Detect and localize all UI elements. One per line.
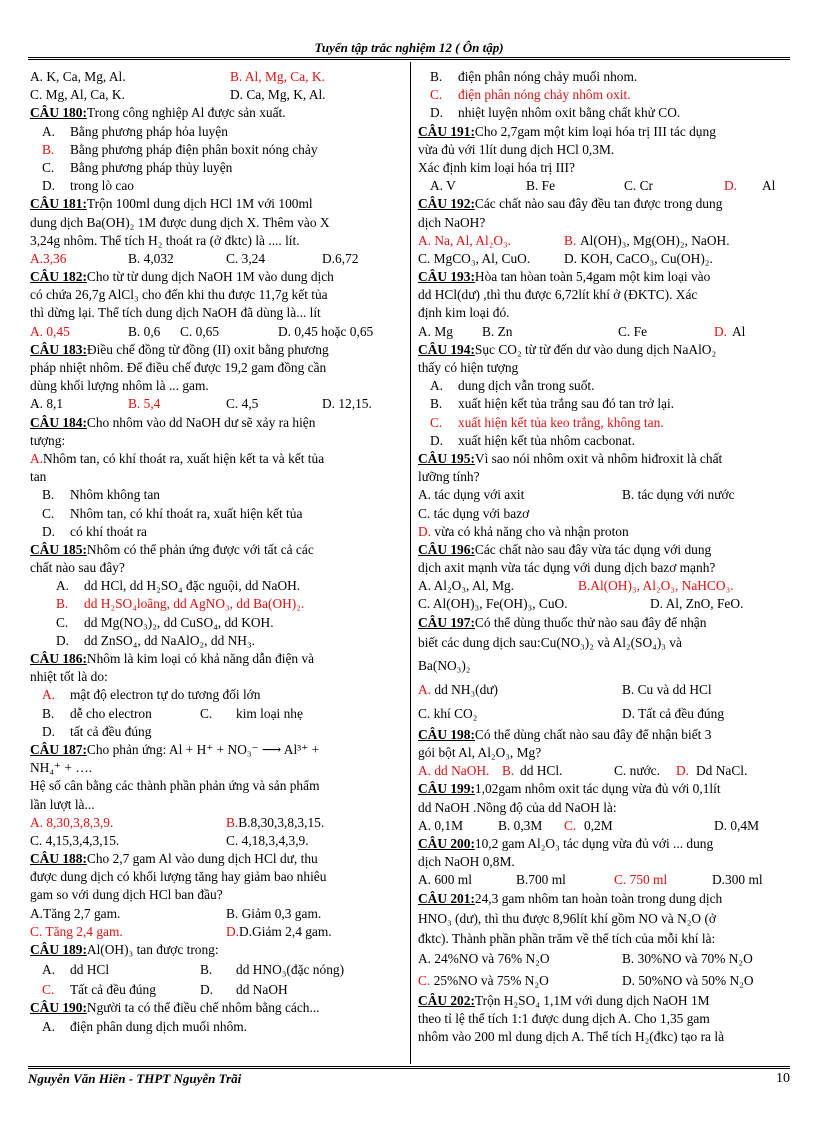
options-row (418, 871, 794, 889)
option-answer: C. 750 ml (614, 872, 668, 888)
question-number: CÂU 188: (30, 851, 87, 867)
options-row (30, 923, 408, 941)
question-text: lần lượt là... (30, 796, 95, 812)
question-text: biết các dung dịch sau:Cu(NO₃)₂ và Al₂(SO₄)₃ và (418, 634, 682, 650)
option-text: Bằng phương pháp hỏa luyện (70, 123, 228, 139)
footer-author: Nguyễn Văn Hiền - THPT Nguyễn Trãi (28, 1071, 242, 1086)
option: C. 4,18,3,4,3,9. (226, 832, 309, 848)
options-row (30, 250, 408, 268)
option: A. dd HCl, dd H₂SO₄ đặc nguội, dd NaOH. (56, 578, 301, 594)
question-text: NH₄⁺ + …. (30, 760, 93, 776)
question-text: Cho 2,7 gam Al vào dung dịch HCl dư, thu (86, 851, 318, 867)
question-185 (30, 541, 408, 559)
question-text: lưỡng tính? (418, 469, 480, 485)
option-text: Al (762, 178, 776, 194)
option: A. Al₂O₃, Al, Mg. (418, 578, 515, 594)
options-row (30, 905, 408, 923)
option: B. Nhôm không tan (42, 487, 161, 503)
option-text: tất cả đều đúng (70, 723, 152, 739)
option: B. điện phân nóng chảy muối nhom. (430, 69, 638, 84)
question-183 (30, 341, 408, 359)
option-text: vừa có khả năng cho và nhận proton (434, 523, 629, 539)
question-195 (418, 450, 794, 468)
option-answer: A. 8,30,3,8,3,9. (30, 814, 114, 830)
options-row (418, 577, 794, 595)
option: D. 0,45 hoặc 0,65 (278, 323, 374, 339)
options-row (418, 762, 794, 780)
option: D.6,72 (322, 250, 359, 266)
question-number: CÂU 200: (418, 835, 475, 851)
option: A. 0,1M (418, 817, 464, 833)
question-text: 10,2 gam Al₂O₃ tác dụng vừa đủ với ... dung (474, 835, 714, 851)
option: B. Giảm 0,3 gam. (226, 905, 322, 921)
option: D. 0,4M (714, 817, 760, 833)
option: A. điện phân dung dịch muối nhôm. (42, 1018, 248, 1034)
option: B. Zn (482, 323, 513, 339)
question-193 (418, 268, 794, 286)
option-answer: A. (418, 681, 432, 697)
option-answer: C. xuất hiện kết tủa keo trắng, không tan. (430, 414, 664, 430)
option: C. Fe (618, 323, 648, 339)
option-text: dd HCl. (520, 763, 563, 779)
option: C. Mg, Al, Ca, K. (30, 87, 125, 103)
option: D.D.Giảm 2,4 gam. (226, 923, 332, 939)
question-text: dịch axit mạnh vừa tác dụng với dung dịch bazơ mạnh? (418, 560, 716, 576)
options-row (30, 68, 408, 86)
question-text: Xác định kim loại hóa trị III? (418, 159, 575, 175)
question-199 (418, 780, 794, 798)
option-text: mật độ electron tự do tương đối lớn (70, 687, 261, 703)
question-text: Người ta có thể điều chế nhôm bằng cách... (86, 1000, 320, 1016)
options-row: C. Tất cả đều đúng D. dd NaOH (30, 981, 408, 999)
question-text: chất nào sau đây? (30, 560, 125, 576)
options-row: A. dd HCl B. dd HNO₃(đặc nóng) (30, 959, 408, 981)
option-answer: B. Bằng phương pháp điện phân boxit nóng chảy (42, 141, 318, 157)
question-text: đktc). Thành phần phần trăm về thể tích của mỗi khí là: (418, 930, 716, 946)
question-text: vừa đủ với 1lít dung dịch HCl 0,3M. (418, 141, 615, 157)
question-text: Vì sao nói nhôm oxit và nhôm hiđroxit là chất (474, 450, 723, 466)
question-198 (418, 726, 794, 744)
page-number: 10 (776, 1071, 790, 1086)
question-number: CÂU 190: (30, 1000, 87, 1016)
question-194 (418, 341, 794, 359)
option: C. 0,65 (180, 323, 220, 339)
option: A. K, Ca, Mg, Al. (30, 69, 126, 84)
option: C. nước. (614, 763, 660, 779)
question-text: được dung dịch có khối lượng tăng hay giảm bao nhiêu (30, 869, 327, 885)
option: A. 24%NO và 76% N₂O (418, 950, 550, 966)
options-row (418, 177, 794, 195)
question-number: CÂU 194: (418, 341, 475, 357)
option: D. KOH, CaCO₃, Cu(OH)₂. (564, 250, 713, 266)
question-186 (30, 650, 408, 668)
question-text: dịch NaOH? (418, 214, 486, 230)
option-text: điện phân nóng chảy muối nhom. (458, 69, 638, 84)
option-answer (418, 523, 794, 541)
question-text: Sục CO₂ từ từ đến dư vào dung dịch NaAlO₂ (474, 341, 717, 357)
question-text: Các chất nào sau đây vừa tác dụng với dung (474, 541, 712, 557)
option: A. V (430, 178, 456, 194)
option-answer: C. Tăng 2,4 gam. (30, 923, 123, 939)
question-text: Cho phản ứng: Al + H⁺ + NO₃⁻ ⟶ Al³⁺ + (86, 741, 320, 757)
options-row (30, 86, 408, 104)
option: C. Bằng phương pháp thủy luyện (42, 159, 233, 175)
question-text: Điều chế đồng từ đồng (II) oxit bằng phương (86, 341, 329, 357)
page-header: Tuyển tập trắc nghiệm 12 ( Ôn tập) (28, 40, 790, 60)
page-footer (28, 1066, 790, 1086)
option-text: Nhôm không tan (70, 487, 161, 503)
question-text: Cho từ từ dung dịch NaOH 1M vào dung dịch (86, 269, 334, 285)
option: B. tác dụng với nước (622, 487, 735, 503)
option-answer: B. 5,4 (128, 396, 161, 412)
question-190 (30, 999, 408, 1017)
option-text: trong lò cao (70, 178, 134, 194)
question-number: CÂU 182: (30, 269, 87, 285)
option-text: Bằng phương pháp thủy luyện (70, 159, 233, 175)
question-text: Cho 2,7gam một kim loại hóa trị III tác dụng (474, 123, 716, 139)
option: C. tác dụng với bazơ (418, 505, 530, 521)
options-row (30, 323, 408, 341)
option-text: dd NH₃(dư) (434, 681, 499, 697)
question-text: Hòa tan hòan toàn 5,4gam một kim loại vào (474, 269, 711, 285)
question-192 (418, 195, 794, 213)
question-text: Nhôm có thể phản ứng được với tất cả các (86, 541, 314, 557)
option: B. 4,032 (128, 250, 174, 266)
option-answer: A.Nhôm tan, có khí thoát ra, xuất hiện kết ta và kết tủa (30, 450, 325, 466)
options-row (418, 250, 794, 268)
question-191 (418, 123, 794, 141)
question-number: CÂU 202: (418, 992, 475, 1008)
option-text: dd ZnSO₄, dd NaAlO₂, dd NH₃. (84, 632, 255, 648)
option-text: dd HCl, dd H₂SO₄ đặc nguội, dd NaOH. (84, 578, 301, 594)
option: D.300 ml (712, 872, 763, 888)
question-number: CÂU 189: (30, 942, 87, 957)
question-text: Al(OH)₃ tan được trong: (86, 942, 219, 957)
option: D. trong lò cao (42, 178, 134, 194)
option-answer: D. (724, 178, 738, 194)
option: C. dd Mg(NO₃)₂, dd CuSO₄, dd KOH. (56, 614, 274, 630)
option-text: dd Mg(NO₃)₂, dd CuSO₄, dd KOH. (84, 614, 274, 630)
question-text: dùng khối lượng nhôm là ... gam. (30, 378, 209, 394)
option: C. Al(OH)₃, Fe(OH)₃, CuO. (418, 596, 568, 612)
options-row: B. dễ cho electron C. kim loại nhẹ (30, 705, 408, 723)
option-text: Al(OH)₃, Mg(OH)₂, NaOH. (580, 232, 730, 248)
question-text: Trong công nghiệp Al được sản xuất. (86, 105, 286, 121)
option-text: dễ cho electron (70, 705, 152, 721)
options-row (418, 232, 794, 250)
options-row (30, 814, 408, 832)
option-answer: C. (418, 972, 431, 988)
options-row (418, 678, 794, 702)
option: D. 12,15. (322, 396, 372, 412)
question-182 (30, 268, 408, 286)
question-text: dd NaOH .Nồng độ của dd NaOH là: (418, 799, 617, 815)
option-answer: A.3,36 (30, 250, 67, 266)
option: D. tất cả đều đúng (42, 723, 152, 739)
option-answer: B. dd H₂SO₄loãng, dd AgNO₃, dd Ba(OH)₂. (56, 596, 305, 612)
option-text: Nhôm tan, có khí thoát ra, xuất hiện kết tủa (70, 505, 303, 521)
option: B. (502, 763, 515, 779)
option-answer: C. (564, 817, 577, 833)
option: D. Ca, Mg, K, Al. (230, 87, 326, 103)
question-text: Các chất nào sau đây đều tan được trong dung (474, 196, 723, 212)
question-text: Trộn 100ml dung dịch HCl 1M với 100ml (86, 196, 313, 212)
option-text: D.Giảm 2,4 gam. (239, 923, 332, 939)
question-200 (418, 835, 794, 853)
question-number: CÂU 195: (418, 450, 475, 466)
question-number: CÂU 193: (418, 269, 475, 285)
option: D. Al, ZnO, FeO. (650, 596, 744, 612)
question-text: pháp nhiệt nhôm. Để điều chế được 19,2 gam đồng cần (30, 360, 327, 375)
option: D. xuất hiện kết tủa nhôm cacbonat. (430, 432, 635, 448)
question-188 (30, 850, 408, 868)
option-text: xuất hiện kết tủa trắng sau đó tan trở lại. (458, 396, 675, 412)
question-number: CÂU 181: (30, 196, 87, 212)
options-row (418, 595, 794, 613)
option-text: xuất hiện kết tủa keo trắng, không tan. (458, 414, 664, 430)
option-answer: B. Al, Mg, Ca, K. (230, 69, 325, 84)
option: A. Mg (418, 323, 453, 339)
option: C. 3,24 (226, 250, 266, 266)
option-answer: D. (714, 323, 728, 339)
question-text: HNO₃ (dư), thì thu được 8,96lít khí gồm NO và N₂O (ở (418, 910, 716, 926)
right-column (418, 68, 794, 1046)
question-number: CÂU 184: (30, 414, 87, 430)
option: A. 8,1 (30, 396, 64, 412)
question-201 (418, 890, 794, 908)
options-row (30, 832, 408, 850)
option-answer: A. mật độ electron tự do tương đối lớn (42, 687, 261, 703)
question-number: CÂU 199: (418, 781, 475, 797)
question-number: CÂU 185: (30, 541, 87, 557)
option-text: Tất cả đều đúng (70, 982, 156, 998)
option: D. Tất cả đều đúng (622, 705, 725, 721)
option-text: kim loại nhẹ (236, 705, 303, 721)
option-text: có khí thoát ra (70, 523, 147, 539)
question-number: CÂU 183: (30, 341, 87, 357)
option: C. khí CO₂ (418, 705, 478, 721)
question-number: CÂU 187: (30, 741, 87, 757)
option-text: nhiệt luyện nhôm oxit bằng chất khử CO. (458, 105, 681, 121)
option: B.700 ml (516, 872, 566, 888)
option: B. 30%NO và 70% N₂O (622, 950, 753, 966)
question-180 (30, 104, 408, 122)
question-number: CÂU 186: (30, 651, 87, 666)
option: A.Tăng 2,7 gam. (30, 905, 121, 921)
option-text: dd H₂SO₄loãng, dd AgNO₃, dd Ba(OH)₂. (84, 596, 305, 612)
question-text: Ba(NO₃)₂ (418, 657, 471, 673)
option-answer: A. dd NaOH. (418, 763, 490, 779)
question-181 (30, 195, 408, 213)
question-number: CÂU 180: (30, 105, 87, 121)
question-number: CÂU 191: (418, 123, 475, 139)
option-text: xuất hiện kết tủa nhôm cacbonat. (458, 432, 635, 448)
option: A. dung dịch vẫn trong suốt. (430, 378, 595, 394)
question-text: định kim loại đó. (418, 305, 510, 321)
option: C. 4,15,3,4,3,15. (30, 832, 120, 848)
option: B. xuất hiện kết tủa trắng sau đó tan trở lại. (430, 396, 675, 412)
options-row (418, 486, 794, 504)
option-text: dd HNO₃(đặc nóng) (236, 962, 345, 978)
options-row (418, 948, 794, 970)
question-184 (30, 414, 408, 432)
question-text: Cho nhôm vào dd NaOH dư sẽ xảy ra hiện (86, 414, 316, 430)
option-letter: D. (418, 523, 432, 539)
options-row (30, 395, 408, 413)
question-text: Có thể dùng thuốc thử nào sau đây để nhận (474, 614, 707, 630)
options-row (418, 817, 794, 835)
question-text: 24,3 gam nhôm tan hoàn toàn trong dung dịch (474, 890, 723, 906)
question-text: có chứa 26,7g AlCl₃ cho đến khi thu được 11,7g kết tủa (30, 287, 328, 303)
option-answer: C. điện phân nóng chảy nhôm oxit. (430, 87, 631, 103)
question-text: thì dừng lại. Thể tích dung dịch NaOH đã dùng là... lít (30, 305, 321, 321)
option: A. Bằng phương pháp hỏa luyện (42, 123, 228, 139)
option: C. 4,5 (226, 396, 259, 412)
question-number: CÂU 196: (418, 541, 475, 557)
option-answer: A. 0,45 (30, 323, 70, 339)
question-text: nhiệt tốt là do: (30, 669, 108, 685)
option-text: 0,2M (584, 817, 613, 833)
question-text: theo tỉ lệ thể tích 1:1 được dung dịch A. Cho 1,35 gam (418, 1011, 710, 1027)
option: D. nhiệt luyện nhôm oxit bằng chất khử CO. (430, 105, 681, 121)
options-row (418, 702, 794, 726)
option-text: điện phân dung dịch muối nhôm. (70, 1018, 248, 1034)
option-text: Dd NaCl. (696, 763, 748, 779)
option: B. (564, 232, 577, 248)
option-text: Al (732, 323, 746, 339)
option: C. Cr (624, 178, 654, 194)
option: D. có khí thoát ra (42, 523, 147, 539)
question-189 (30, 941, 408, 959)
question-text: Nhôm là kim loại có khả năng dẫn điện và (86, 651, 315, 666)
option-answer: A. Na, Al, Al₂O₃. (418, 232, 512, 248)
option: B. Cu và dd HCl (622, 681, 712, 697)
question-text: Trộn H₂SO₄ 1,1M với dung dịch NaOH 1M (474, 992, 710, 1008)
question-187 (30, 741, 408, 759)
question-text: gam so với dung dịch HCl ban đầu? (30, 887, 223, 903)
option-answer: B.Al(OH)₃, Al₂O₃, NaHCO₃. (578, 578, 734, 594)
option-text: dd HCl (70, 962, 110, 978)
option-text: dd NaOH (236, 982, 288, 998)
option: D. dd ZnSO₄, dd NaAlO₂, dd NH₃. (56, 632, 255, 648)
question-text: Có thể dùng chất nào sau đây để nhận biết 3 (474, 726, 712, 742)
question-text: dd HCl(dư) ,thì thu được 6,72lít khí ở (ĐKTC). Xác (418, 287, 698, 303)
left-column (30, 68, 408, 1036)
option-text: điện phân nóng chảy nhôm oxit. (458, 87, 631, 103)
option: C. Nhôm tan, có khí thoát ra, xuất hiện kết tủa (42, 505, 303, 521)
question-number: CÂU 201: (418, 890, 475, 906)
question-number: CÂU 197: (418, 614, 475, 630)
option-text: tan (30, 469, 47, 485)
option: B. Fe (526, 178, 556, 194)
option: B. 0,6 (128, 323, 161, 339)
question-text: 1,02gam nhôm oxit tác dụng vừa đủ với 0,1lít (474, 781, 721, 797)
question-text: dịch NaOH 0,8M. (418, 854, 515, 870)
option-text: B.8,30,3,8,3,15. (238, 814, 325, 830)
question-text: thấy có hiện tượng (418, 360, 519, 375)
option: D. 50%NO và 50% N₂O (622, 972, 754, 988)
option: B. 0,3M (498, 817, 543, 833)
option: A. 600 ml (418, 872, 472, 888)
question-text: 3,24g nhôm. Thể tích H₂ thoát ra (ở đktc) là .... lít. (30, 232, 300, 248)
options-row (418, 323, 794, 341)
option-text: 25%NO và 75% N₂O (433, 972, 549, 988)
question-197 (418, 614, 794, 632)
options-row (418, 970, 794, 992)
option: B.B.8,30,3,8,3,15. (226, 814, 325, 830)
option-answer: D. (676, 763, 690, 779)
question-202 (418, 992, 794, 1010)
question-text: dung dịch Ba(OH)₂ 1M được dung dịch X. Thêm vào X (30, 214, 330, 230)
option-text: Bằng phương pháp điện phân boxit nóng chảy (70, 141, 318, 157)
option-text: dung dịch vẫn trong suốt. (458, 378, 595, 394)
question-text: nhôm vào 200 ml dung dịch A. Thể tích H₂(đkc) tạo ra là (418, 1029, 725, 1045)
question-text: tượng: (30, 432, 66, 448)
question-text: gói bột Al, Al₂O₃, Mg? (418, 745, 542, 760)
question-number: CÂU 198: (418, 726, 475, 742)
question-text: Hệ số cân bằng các thành phần phản ứng và sản phẩm (30, 778, 320, 794)
option: C. MgCO₃, Al, CuO. (418, 250, 531, 266)
option: A. tác dụng với axit (418, 487, 525, 503)
question-196 (418, 541, 794, 559)
column-divider (410, 62, 411, 1064)
question-number: CÂU 192: (418, 196, 475, 212)
option-text: Nhôm tan, có khí thoát ra, xuất hiện kết ta và kết tủa (43, 450, 325, 466)
